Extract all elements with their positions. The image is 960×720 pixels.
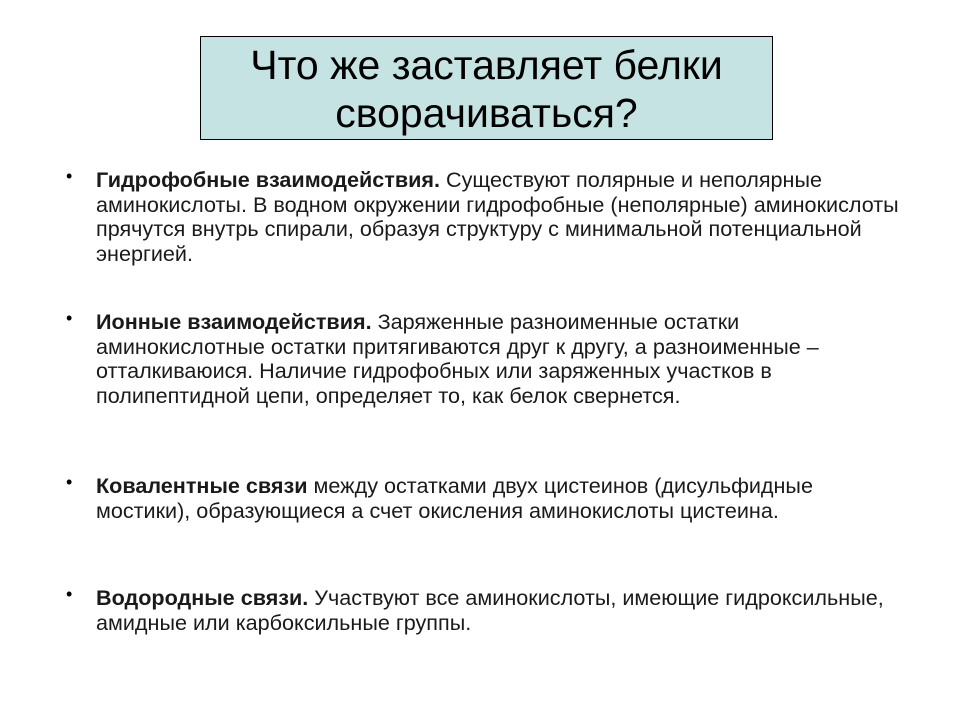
bullet-text xyxy=(96,168,906,266)
bullet-heading: Ковалентные связи xyxy=(96,473,308,498)
bullet-dot-icon: • xyxy=(66,308,73,328)
bullet-body: Существуют полярные и неполярные аминокислоты. В водном окружении гидрофобные (неполярные) аминокислоты прячутся внутрь спирали, образуя структуру с минимальной потенциальной энергией. xyxy=(96,167,899,266)
bullet-text xyxy=(96,310,906,408)
bullet-dot-icon: • xyxy=(66,584,73,604)
bullet-text xyxy=(96,586,906,635)
bullet-heading: Ионные взаимодействия. xyxy=(96,309,372,334)
slide-title-line-2: сворачиваться? xyxy=(335,90,638,136)
bullet-heading: Гидрофобные взаимодействия. xyxy=(96,167,441,192)
bullet-dot-icon: • xyxy=(66,472,73,492)
bullet-heading: Водородные связи. xyxy=(96,585,309,610)
bullet-dot-icon: • xyxy=(66,166,73,186)
bullet-body: Участвуют все аминокислоты, имеющие гидроксильные, амидные или карбоксильные группы. xyxy=(96,585,884,635)
slide-title-line-1: Что же заставляет белки xyxy=(250,42,723,88)
bullet-body: между остатками двух цистеинов (дисульфидные мостики), образующиеся а счет окисления аминокислоты цистеина. xyxy=(96,473,813,523)
bullet-body: Заряженные разноименные остатки аминокислотные остатки притягиваются друг к другу, а разноименные – отталкиваюися. Наличие гидрофобных или заряженных участков в полипептидной цепи, определяет то, как белок свернется. xyxy=(96,309,819,408)
slide-title xyxy=(200,36,773,140)
bullet-text xyxy=(96,474,906,523)
